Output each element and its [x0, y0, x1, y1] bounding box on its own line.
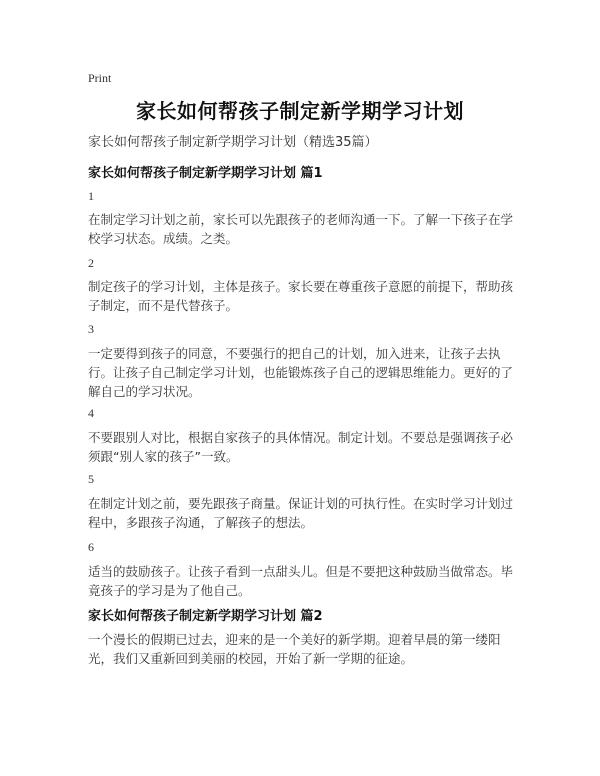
item-number: 6 [88, 540, 94, 554]
item-paragraph: 不要跟别人对比，根据自家孩子的具体情况。制定计划。不要总是强调孩子必须跟“别人家的孩子”一致。 [88, 430, 514, 464]
section-paragraph: 一个漫长的假期已过去，迎来的是一个美好的新学期。迎着早晨的第一缕阳光，我们又重新回到美丽的校园，开始了新一学期的征途。 [88, 632, 501, 666]
item-paragraph: 在制定学习计划之前，家长可以先跟孩子的老师沟通一下。了解一下孩子在学校学习状态。成绩。之类。 [88, 212, 514, 246]
item-paragraph: 在制定计划之前，要先跟孩子商量。保证计划的可执行性。在实时学习计划过程中，多跟孩子沟通，了解孩子的想法。 [88, 496, 514, 530]
item-number: 5 [88, 472, 94, 486]
item-paragraph: 一定要得到孩子的同意，不要强行的把自己的计划，加入进来，让孩子去执行。让孩子自己制定学习计划，也能锻炼孩子自己的逻辑思维能力。更好的了解自己的学习状况。 [88, 346, 514, 399]
page-title: 家长如何帮孩子制定新学期学习计划 [136, 99, 464, 123]
section-heading-1: 家长如何帮孩子制定新学期学习计划 篇1 [88, 166, 323, 181]
item-number: 4 [88, 406, 94, 420]
section-heading-2: 家长如何帮孩子制定新学期学习计划 篇2 [88, 609, 323, 624]
print-link[interactable]: Print [88, 71, 112, 85]
item-paragraph: 适当的鼓励孩子。让孩子看到一点甜头儿。但是不要把这种鼓励当做常态。毕竟孩子的学习是为了他自己。 [88, 564, 514, 598]
item-number: 2 [88, 256, 94, 270]
document-subtitle: 家长如何帮孩子制定新学期学习计划（精选35篇） [88, 135, 378, 150]
item-number: 1 [88, 189, 94, 203]
item-number: 3 [88, 322, 94, 336]
item-paragraph: 制定孩子的学习计划，主体是孩子。家长要在尊重孩子意愿的前提下，帮助孩子制定，而不是代替孩子。 [88, 279, 514, 313]
